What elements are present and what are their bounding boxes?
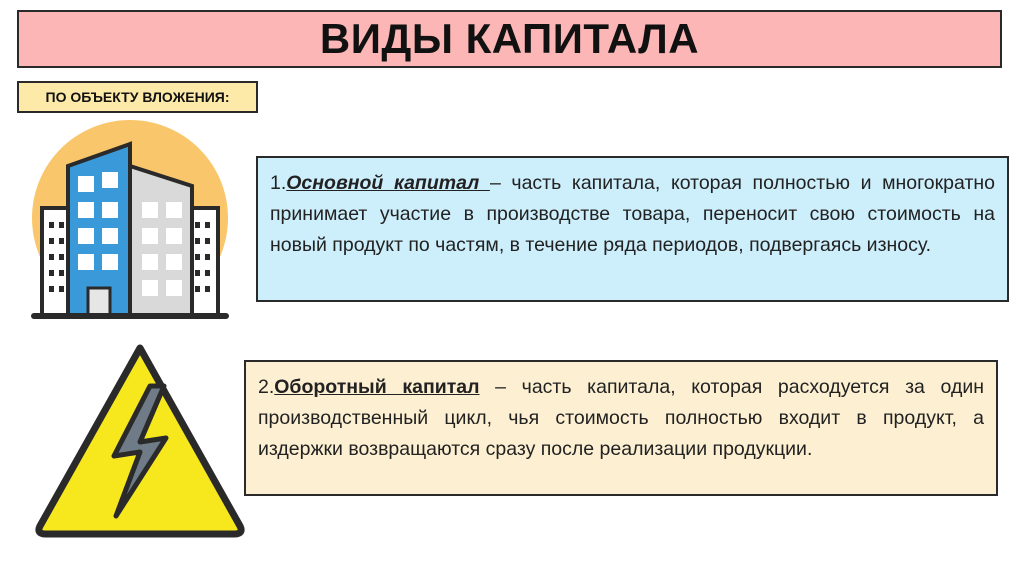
card-working-capital	[244, 360, 998, 496]
item-number: 2.	[258, 376, 275, 398]
high-voltage-warning-icon	[32, 340, 248, 540]
section-label: ПО ОБЪЕКТУ ВЛОЖЕНИЯ:	[17, 81, 258, 113]
term-working-capital: Оборотный капитал	[274, 376, 480, 398]
term-fixed-capital: Основной капитал	[286, 172, 490, 194]
definition-fixed-capital: – часть капитала, которая полностью и многократно принимает участие в производстве товара, переносит свою стоимость на новый продукт по частям, в течение ряда периодов, подвергаясь износу.	[270, 172, 995, 256]
definition-working-capital: – часть капитала, которая расходуется за один производственный цикл, чья стоимость полностью входит в продукт, а издержки возвращаются сразу после реализации продукции.	[258, 376, 984, 460]
title-banner	[17, 10, 1002, 68]
item-number: 1.	[270, 172, 287, 194]
office-building-icon	[30, 118, 230, 323]
page-title: ВИДЫ КАПИТАЛА	[319, 15, 700, 62]
card-fixed-capital	[256, 156, 1009, 302]
